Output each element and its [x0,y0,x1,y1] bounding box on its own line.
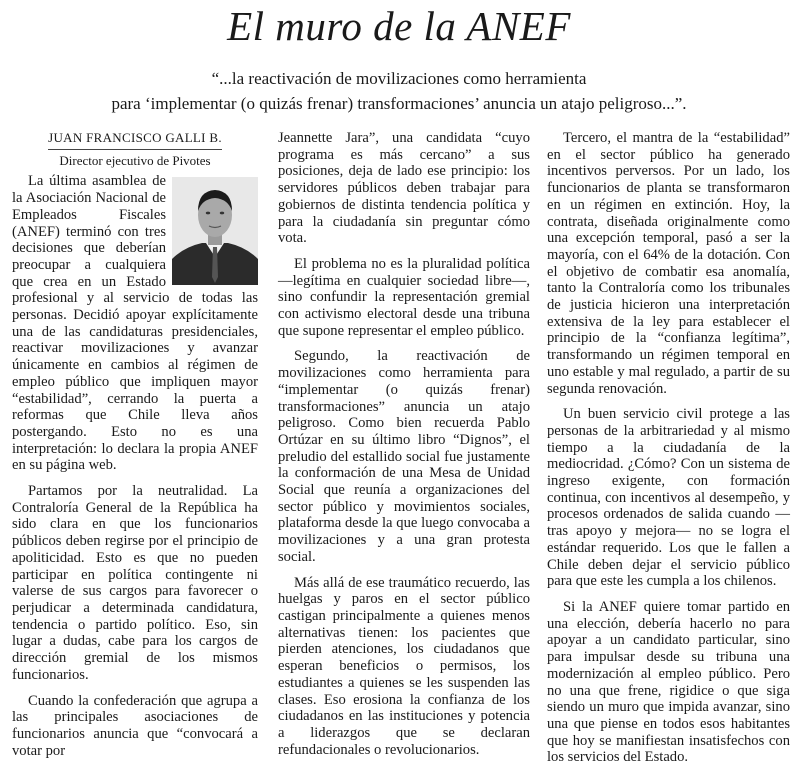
author-name: JUAN FRANCISCO GALLI B. [48,130,222,150]
paragraph: Más allá de ese traumático recuerdo, las huelgas y paros en el sector público castigan principalmente a quienes menos alternativas tienen: los pacientes que pierden atenciones, los ciudadanos que esperan beneficios o permisos, los estudiantes a quienes se les suspenden las clases. Eso erosiona la confianza de los ciudadanos en las instituciones y potencia a liderazgos que se declaran refundacionales o revolucionarios. [278,574,530,758]
byline [12,130,258,169]
pull-quote-line-1: “...la reactivación de movilizaciones como herramienta [211,69,587,88]
paragraph: Segundo, la reactivación de movilizaciones como herramienta para “implementar (o quizás frenar) transformaciones” anuncia un atajo peligroso. Como bien recuerda Pablo Ortúzar en su último libro “Dignos”, el preludio del estallido social fue justamente la conformación de una Mesa de Unidad Social que reunía a organizaciones del sector público y movimientos sociales, plataforma desde la que luego convocaba a movilizaciones y a una gran protesta social. [278,348,530,565]
paragraph: Cuando la confederación que agrupa a las principales asociaciones de funcionarios anuncia que “convocará a votar por [12,692,258,759]
paragraph: Tercero, el mantra de la “estabilidad” en el sector público ha generado incentivos perversos. Por un lado, los funcionarios de planta se transformaron en un régimen en extinción. Hoy, la contrata, diseñada originalmente como una excepción temporal, pasó a ser la mayoría, con el 64% de la dotación. Con el objetivo de combatir esa anomalía, tanto la Contraloría como los tribunales de justicia hicieron una interpretación extensiva de la ley para establecer el principio de la “confianza legítima”, transformando un régimen temporal en uno estable y mal regulado, a partir de su segunda renovación. [547,130,790,397]
author-photo [172,177,258,285]
paragraph: El problema no es la pluralidad política —legítima en cualquier sociedad libre—, sino confundir la representación gremial con activismo electoral desde una tribuna que supone representar el empleo público. [278,255,530,339]
paragraph: Partamos por la neutralidad. La Contraloría General de la República ha sido clara en que los funcionarios públicos deben regirse por el principio de apoliticidad. Esto es que no pueden participar en política contingente ni valerse de sus cargos para favorecer o perjudicar a determinada candidatura, tendencia o partido político. Eso, sin lugar a dudas, cabe para los cargos de dirección gremial de los mismos funcionarios. [12,483,258,683]
article-title: El muro de la ANEF [227,3,571,49]
paragraph: Un buen servicio civil protege a las personas de la arbitrariedad y al mismo tiempo a la ciudadanía de la mediocridad. ¿Cómo? Con un sistema de ingreso exigente, con formación continua, con incentivos al desempeño, y procesos ordenados de salida cuando —tras apoyo y mejora— no se logra el estándar requerido. Los que le fallen a Chile deben dejar el servicio público para que este les cumpla a los chilenos. [547,406,790,590]
paragraph: La última asamblea de la Asociación Nacional de Empleados Fiscales (ANEF) terminó con tres decisiones que deberían preocupar a cualquiera que crea en un Estado profesional y al servicio de todas las personas. Decidió apoyar explícitamente una de las candidaturas presidenciales, reactivar movilizaciones y avanzar únicamente en cambios al régimen de empleo público que impliquen mayor “estabilidad”, cerrando la puerta a reformas que Chile lleva años postergando. Esto no es una interpretación: lo declara la propia ANEF en su página web. [12,173,258,474]
column-1 [12,130,258,759]
pull-quote-line-2: para ‘implementar (o quizás frenar) transformaciones’ anuncia un atajo peligroso...”. [111,94,687,113]
pull-quote [40,66,758,116]
paragraph: Si la ANEF quiere tomar partido en una elección, debería hacerlo no para apoyar a un candidato particular, sino para impulsar desde su tribuna una modernización al empleo público. Pero no una que frene, rigidice o que siga siendo un muro que impida avanzar, sino una que piense en todos esos habitantes que hoy se manifiestan insatisfechos con los servicios del Estado. [547,598,790,766]
paragraph: Jeannette Jara”, una candidata “cuyo programa es más cercano” a sus posiciones, deja de lado ese principio: los servidores públicos deben trabajar para gobiernos de distinta tendencia política y para la ciudadanía sin preguntar cómo vota. [278,130,530,247]
column-3 [547,130,790,766]
column-2 [278,130,530,758]
author-role: Director ejecutivo de Pivotes [59,152,211,168]
